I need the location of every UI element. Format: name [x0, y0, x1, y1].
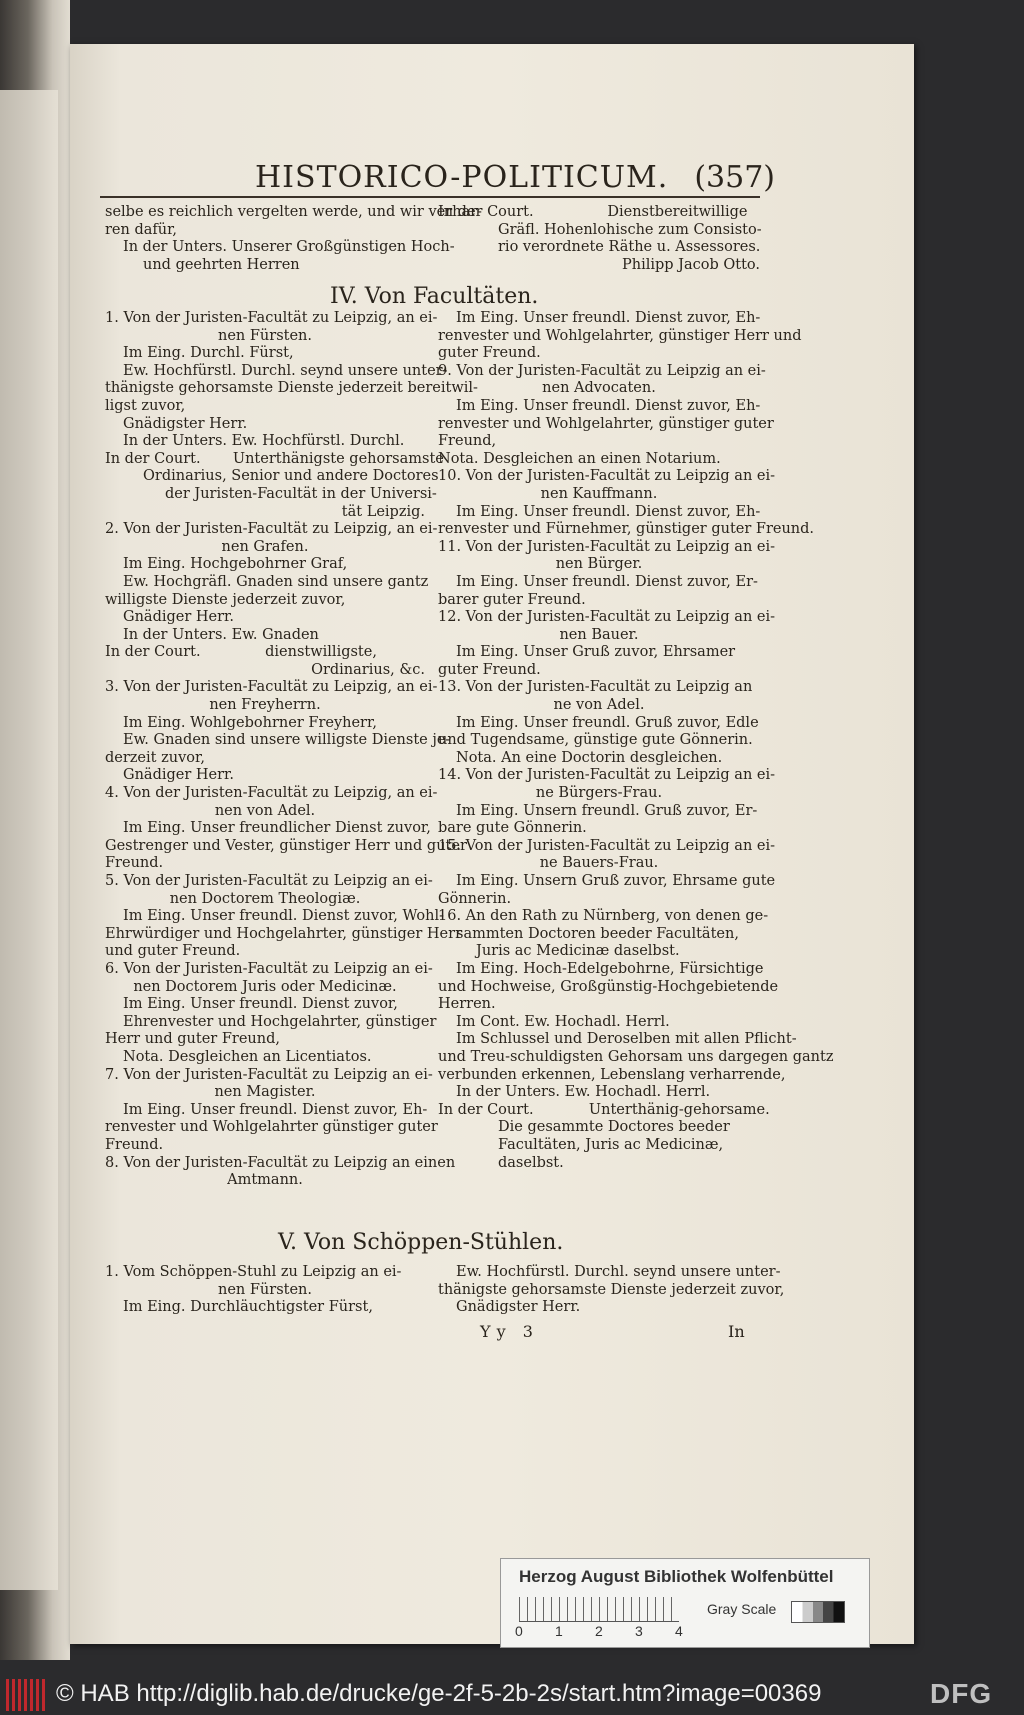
text-line: 9. Von der Juristen-Facultät zu Leipzig an ei- — [438, 362, 766, 379]
text-line: nen Bürger. — [555, 556, 643, 573]
text-line: Ordinarius, &c. — [311, 661, 425, 678]
text-line: nen Grafen. — [221, 538, 309, 555]
text-line: 16. An den Rath zu Nürnberg, von denen ge- — [438, 908, 769, 925]
text-line: ligst zuvor, — [105, 397, 186, 414]
hab-logo-icon — [6, 1679, 46, 1711]
text-line: rio verordnete Räthe u. Assessores. — [498, 239, 761, 256]
section-heading-v: V. Von Schöppen-Stühlen. — [278, 1230, 564, 1255]
text-line: Im Eing. Unser freundl. Gruß zuvor, Edle — [456, 714, 759, 731]
ruler-number: 4 — [675, 1623, 683, 1639]
text-line: 10. Von der Juristen-Facultät zu Leipzig an ei- — [438, 468, 776, 485]
text-line: ren dafür, — [105, 221, 178, 238]
text-line: Herr und guter Freund, — [105, 1031, 280, 1048]
text-line: Im Eing. Durchläuchtigster Fürst, — [123, 1299, 373, 1316]
text-line: nen Bauer. — [559, 626, 639, 643]
text-line: Die gesammte Doctores beeder — [498, 1119, 730, 1136]
text-line: Im Eing. Hochgebohrner Graf, — [123, 556, 348, 573]
text-line: und guter Freund. — [105, 943, 241, 960]
text-line: In der Unters. Ew. Gnaden — [123, 626, 319, 643]
text-line: 6. Von der Juristen-Facultät zu Leipzig an ei- — [105, 960, 433, 977]
text-line: 15. Von der Juristen-Facultät zu Leipzig an ei- — [438, 837, 776, 854]
ruler-number: 1 — [555, 1623, 563, 1639]
text-line: thänigste gehorsamste Dienste jederzeit zuvor, — [438, 1281, 785, 1298]
text-line: Im Cont. Ew. Hochadl. Herrl. — [456, 1013, 670, 1030]
text-line: Im Eing. Unser Gruß zuvor, Ehrsamer — [456, 644, 736, 661]
text-line: In der Court. dienstwilligste, — [105, 644, 377, 661]
text-line: In der Court. Unterthänig-gehorsame. — [438, 1101, 770, 1118]
text-line: Amtmann. — [227, 1172, 303, 1189]
section-v-right-column — [438, 1264, 785, 1317]
text-line: verbunden erkennen, Lebenslang verharrende, — [438, 1066, 786, 1083]
section-v-left-column — [105, 1264, 425, 1317]
text-line: Juris ac Medicinæ daselbst. — [476, 943, 680, 960]
signature-mark: Yy 3 — [480, 1322, 539, 1341]
text-line: und Tugendsame, günstige gute Gönnerin. — [438, 732, 753, 749]
text-line: 13. Von der Juristen-Facultät zu Leipzig an — [438, 679, 753, 696]
text-line: Nota. Desgleichen an Licentiatos. — [123, 1048, 372, 1065]
ruler-number: 0 — [515, 1623, 523, 1639]
header-rule — [100, 196, 760, 198]
text-line: Im Eing. Unser freundl. Dienst zuvor, Wohl- — [123, 908, 445, 925]
text-line: 11. Von der Juristen-Facultät zu Leipzig an ei- — [438, 538, 776, 555]
text-line: Im Eing. Unsern Gruß zuvor, Ehrsame gute — [456, 873, 776, 889]
text-line: 1. Von der Juristen-Facultät zu Leipzig, an ei- — [105, 310, 438, 326]
text-line: Im Eing. Durchl. Fürst, — [123, 345, 294, 362]
text-line: Freund. — [105, 1136, 164, 1153]
text-line: Ordinarius, Senior und andere Doctores — [143, 468, 439, 485]
text-line: nen von Adel. — [214, 802, 316, 819]
text-line: In der Court. Unterthänigste gehorsamste — [105, 450, 444, 467]
text-line: thänigste gehorsamste Dienste jederzeit bereitwil- — [105, 380, 478, 397]
text-line: Im Eing. Unser freundl. Dienst zuvor, Er- — [456, 573, 758, 590]
text-line: der Juristen-Facultät in der Universi- — [165, 485, 437, 502]
text-line: 7. Von der Juristen-Facultät zu Leipzig an ei- — [105, 1066, 433, 1083]
text-line: Im Eing. Unser freundlicher Dienst zuvor, — [123, 820, 431, 837]
text-line: In der Unters. Ew. Hochfürstl. Durchl. — [123, 433, 405, 450]
text-line: barer guter Freund. — [438, 591, 586, 608]
text-line: ne Bürgers-Frau. — [535, 785, 663, 802]
text-line: derzeit zuvor, — [105, 749, 205, 766]
library-name: Herzog August Bibliothek Wolfenbüttel — [519, 1567, 834, 1586]
text-line: nen Doctorem Juris oder Medicinæ. — [133, 978, 397, 995]
ruler-number: 3 — [635, 1623, 643, 1639]
text-line: In der Unters. Ew. Hochadl. Herrl. — [456, 1084, 711, 1101]
text-line: Facultäten, Juris ac Medicinæ, — [498, 1136, 724, 1153]
copyright-url[interactable]: © HAB http://diglib.hab.de/drucke/ge-2f-5-2b-2s/start.htm?image=00369 — [56, 1680, 822, 1707]
text-line: willigste Dienste jederzeit zuvor, — [105, 591, 346, 608]
running-header — [255, 160, 775, 196]
text-line: renvester und Wohlgelahrter günstiger guter — [105, 1119, 438, 1136]
text-line: 2. Von der Juristen-Facultät zu Leipzig, an ei- — [105, 521, 438, 538]
text-line: Gräfl. Hohenlohische zum Consisto- — [498, 221, 762, 238]
text-line: Freund. — [105, 855, 164, 872]
text-line: Ehrenvester und Hochgelahrter, günstiger — [123, 1013, 437, 1030]
catchword: In — [728, 1322, 745, 1341]
text-line: und geehrten Herren — [143, 256, 300, 273]
text-line: guter Freund. — [438, 661, 541, 678]
ruler-number: 2 — [595, 1623, 603, 1639]
text-line: Im Eing. Unser freundl. Dienst zuvor, Eh- — [456, 397, 761, 414]
text-line: guter Freund. — [438, 345, 541, 362]
text-line: Gnädigster Herr. — [456, 1299, 581, 1316]
text-line: daselbst. — [498, 1154, 564, 1171]
dfg-logo: DFG — [930, 1678, 993, 1709]
text-line: In der Court. Dienstbereitwillige — [438, 204, 748, 220]
text-line: Ew. Gnaden sind unsere willigste Dienste je- — [123, 732, 451, 749]
text-line: 4. Von der Juristen-Facultät zu Leipzig, an ei- — [105, 785, 438, 802]
text-line: 14. Von der Juristen-Facultät zu Leipzig an ei- — [438, 767, 776, 784]
text-line: Gnädiger Herr. — [123, 767, 234, 784]
text-line: nen Kauffmann. — [540, 485, 658, 502]
text-line: Ew. Hochgräfl. Gnaden sind unsere gantz — [123, 573, 429, 590]
text-line: ne von Adel. — [553, 697, 645, 714]
text-line: Nota. Desgleichen an einen Notarium. — [438, 450, 721, 467]
top-left-column — [105, 204, 482, 274]
text-line: Im Schlussel und Deroselben mit allen Pflicht- — [456, 1031, 797, 1048]
text-line: renvester und Wohlgelahrter, günstiger Herr und — [438, 327, 802, 344]
library-color-plate — [500, 1558, 870, 1648]
text-line: renvester und Wohlgelahrter, günstiger guter — [438, 415, 774, 432]
page-number: (357) — [694, 160, 775, 195]
text-line: tät Leipzig. — [341, 503, 425, 520]
text-line: nen Freyherrn. — [209, 697, 321, 714]
text-line: und Treu-schuldigsten Gehorsam uns dargegen gantz — [438, 1048, 834, 1065]
text-line: 12. Von der Juristen-Facultät zu Leipzig an ei- — [438, 609, 776, 626]
text-line: bare gute Gönnerin. — [438, 820, 587, 837]
text-line: Ehrwürdiger und Hochgelahrter, günstiger Herr — [105, 925, 462, 942]
text-line: nen Magister. — [214, 1084, 316, 1101]
text-line: selbe es reichlich vergelten werde, und wir verhar- — [105, 204, 482, 220]
text-line: Gnädiger Herr. — [123, 609, 234, 626]
text-line: Herren. — [438, 996, 496, 1013]
section-heading-iv: IV. Von Facultäten. — [330, 284, 539, 309]
text-line: Im Eing. Unsern freundl. Gruß zuvor, Er- — [456, 802, 758, 819]
text-line: Gestrenger und Vester, günstiger Herr und guter — [105, 837, 467, 854]
page-title: HISTORICO-POLITICUM. — [255, 160, 669, 195]
text-line: nen Doctorem Theologiæ. — [169, 890, 361, 907]
top-right-column — [438, 204, 760, 274]
section-iv-right-column — [438, 310, 834, 1172]
text-line: nen Advocaten. — [542, 380, 656, 397]
text-line: sammten Doctoren beeder Facultäten, — [456, 925, 739, 942]
text-line: Nota. An eine Doctorin desgleichen. — [456, 749, 723, 766]
text-line: Im Eing. Unser freundl. Dienst zuvor, — [123, 996, 398, 1013]
text-line: 8. Von der Juristen-Facultät zu Leipzig an einen — [105, 1154, 456, 1171]
text-line: In der Unters. Unserer Großgünstigen Hoch- — [123, 239, 455, 256]
scale-ruler — [519, 1597, 679, 1622]
text-line: Philipp Jacob Otto. — [621, 256, 760, 273]
text-line: Im Eing. Hoch-Edelgebohrne, Fürsichtige — [456, 960, 764, 977]
text-line: Ew. Hochfürstl. Durchl. seynd unsere unter- — [456, 1264, 781, 1280]
text-line: Gönnerin. — [438, 890, 512, 907]
text-line: Im Eing. Wohlgebohrner Freyherr, — [123, 714, 377, 731]
text-line: renvester und Fürnehmer, günstiger guter Freund. — [438, 521, 815, 538]
text-line: 1. Vom Schöppen-Stuhl zu Leipzig an ei- — [105, 1264, 402, 1280]
text-line: 5. Von der Juristen-Facultät zu Leipzig an ei- — [105, 873, 433, 889]
text-line: Ew. Hochfürstl. Durchl. seynd unsere unter- — [123, 362, 448, 379]
text-line: 3. Von der Juristen-Facultät zu Leipzig, an ei- — [105, 679, 438, 696]
gray-scale-bar — [791, 1601, 845, 1623]
text-line: nen Fürsten. — [218, 327, 312, 344]
text-line: Im Eing. Unser freundl. Dienst zuvor, Eh- — [456, 310, 761, 326]
facing-page-strip — [0, 90, 58, 1590]
gray-scale-label: Gray Scale — [707, 1601, 777, 1617]
text-line: und Hochweise, Großgünstig-Hochgebietende — [438, 978, 779, 995]
text-line: nen Fürsten. — [218, 1281, 312, 1298]
text-line: ne Bauers-Frau. — [539, 855, 659, 872]
text-line: Im Eing. Unser freundl. Dienst zuvor, Eh- — [456, 503, 761, 520]
text-line: Freund, — [438, 433, 497, 450]
text-line: Im Eing. Unser freundl. Dienst zuvor, Eh- — [123, 1101, 428, 1118]
text-line: Gnädigster Herr. — [123, 415, 248, 432]
